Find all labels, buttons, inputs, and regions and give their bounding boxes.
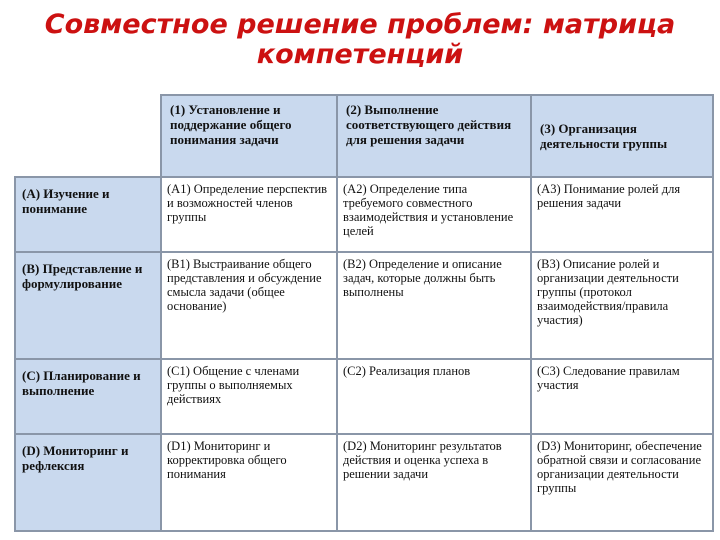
cell-b3: (В3) Описание ролей и организации деятельности группы (протокол взаимодействия/правила участия) [531, 252, 713, 359]
cell-c3: (С3) Следование правилам участия [531, 359, 713, 434]
column-header-2: (2) Выполнение соответствующего действия для решения задачи [337, 95, 531, 177]
cell-d1: (D1) Мониторинг и корректировка общего понимания [161, 434, 337, 531]
cell-d3: (D3) Мониторинг, обеспечение обратной связи и согласование организации деятельности группы [531, 434, 713, 531]
matrix-header-row [15, 95, 713, 177]
matrix-row-d [15, 434, 713, 531]
matrix-row-b [15, 252, 713, 359]
cell-a3: (А3) Понимание ролей для решения задачи [531, 177, 713, 252]
cell-b1: (В1) Выстраивание общего представления и обсуждение смысла задачи (общее основание) [161, 252, 337, 359]
cell-c1: (С1) Общение с членами группы о выполняемых действиях [161, 359, 337, 434]
column-header-3: (3) Организация деятельности группы [531, 95, 713, 177]
competency-matrix [14, 94, 714, 532]
column-header-1: (1) Установление и поддержание общего понимания задачи [161, 95, 337, 177]
cell-a2: (А2) Определение типа требуемого совместного взаимодействия и установление целей [337, 177, 531, 252]
cell-a1: (А1) Определение перспектив и возможностей членов группы [161, 177, 337, 252]
title-line-2: компетенций [256, 39, 464, 70]
matrix-corner [15, 95, 161, 177]
title-line-1: Совместное решение проблем: матрица [44, 9, 676, 40]
row-header-d: (D) Мониторинг и рефлексия [15, 434, 161, 531]
cell-c2: (С2) Реализация планов [337, 359, 531, 434]
cell-d2: (D2) Мониторинг результатов действия и оценка успеха в решении задачи [337, 434, 531, 531]
matrix-row-a [15, 177, 713, 252]
slide-title [0, 10, 720, 70]
row-header-a: (А) Изучение и понимание [15, 177, 161, 252]
row-header-c: (С) Планирование и выполнение [15, 359, 161, 434]
cell-b2: (В2) Определение и описание задач, которые должны быть выполнены [337, 252, 531, 359]
matrix-row-c [15, 359, 713, 434]
row-header-b: (В) Представление и формулирование [15, 252, 161, 359]
